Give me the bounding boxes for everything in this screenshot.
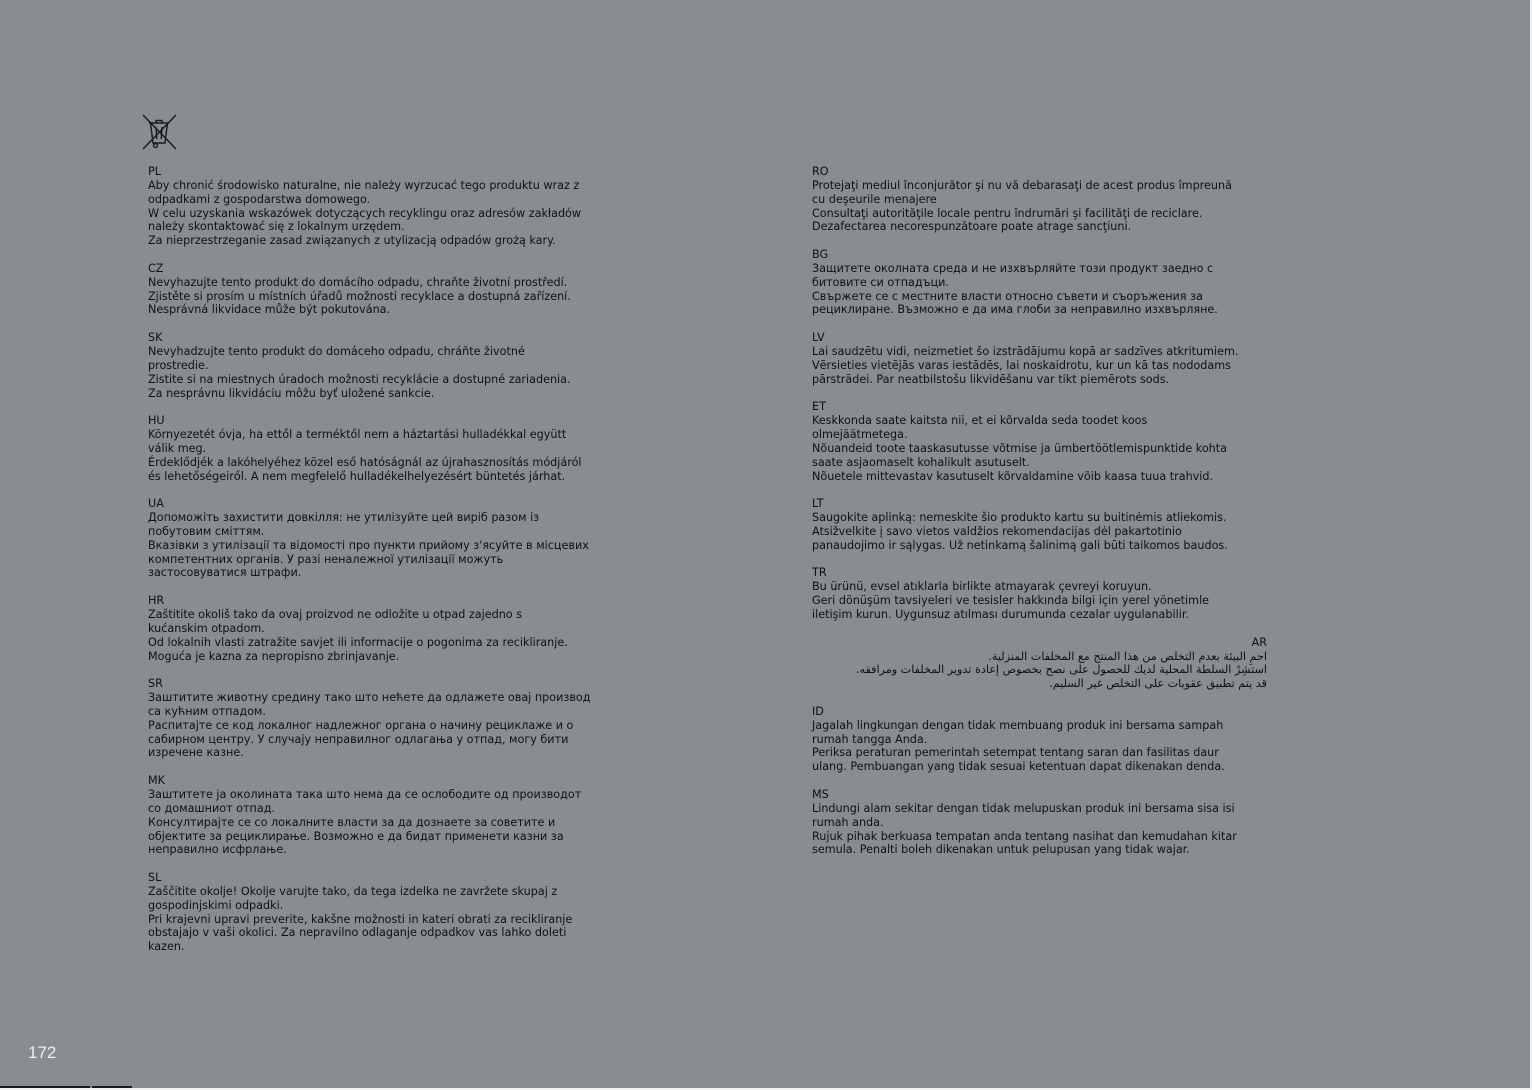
disposal-text-line: Za nesprávnu likvidáciu môžu byť uložené sankcie.: [148, 386, 435, 400]
language-section-ro: [812, 165, 1267, 234]
disposal-text-line: Consultaţi autorităţile locale pentru îndrumări şi facilităţi de reciclare.: [812, 206, 1203, 220]
language-section-et: [812, 400, 1267, 483]
disposal-text-line: Érdeklődjék a lakóhelyéhez közel eső hatóságnál az újrahasznosítás módjáról: [148, 455, 582, 469]
disposal-text-line: изречене казне.: [148, 746, 244, 760]
language-section-bg: [812, 248, 1267, 317]
left-column: [148, 165, 618, 968]
disposal-text-line: Zaštitite okoliš tako da ovaj proizvod ne odložite u otpad zajedno s: [148, 608, 523, 621]
disposal-text-line: olmejäätmetega.: [812, 428, 908, 442]
language-section-lv: [812, 331, 1267, 386]
disposal-text-line: W celu uzyskania wskazówek dotyczących recyklingu oraz adresów zakładów: [148, 206, 582, 220]
disposal-text-line: битовите си отпадъци.: [812, 275, 949, 289]
language-code: LV: [812, 331, 825, 345]
disposal-text-line: Nõuetele mittevastav kasutuselt kõrvaldamine võib kaasa tuua trahvid.: [812, 469, 1214, 483]
disposal-text-line: Bu ürünü, evsel atıklarla birlikte atmayarak çevreyi koruyun.: [812, 580, 1152, 594]
disposal-text-line: és lehetőségeiről. A nem megfelelő hulladékelhelyezésért büntetés járhat.: [148, 469, 566, 483]
disposal-text-line: Консултирајте се со локалните власти за да дознаете за советите и: [148, 815, 556, 829]
disposal-text-line: Saugokite aplinką: nemeskite šio produkto kartu su buitinėmis atliekomis.: [812, 511, 1227, 525]
disposal-text-line: saate asjaomaselt kohalikult asutuselt.: [812, 455, 1030, 469]
disposal-text-line: semula. Penalti boleh dikenakan untuk pelupusan yang tidak wajar.: [812, 843, 1190, 857]
disposal-text-line: неправилно исфрлање.: [148, 843, 287, 857]
disposal-text-line: Допоможіть захистити довкілля: не утилізуйте цей виріб разом із: [148, 511, 540, 525]
disposal-text-line: Вказівки з утилізації та відомості про пункти прийому з'ясуйте в місцевих: [148, 538, 589, 552]
language-code: AR: [1251, 635, 1267, 649]
disposal-text-line: Lindungi alam sekitar dengan tidak melupuskan produk ini bersama sisa isi: [812, 801, 1235, 815]
disposal-text-line: Geri dönüşüm tavsiyeleri ve tesisler hakkında bilgi için yerel yönetimle: [812, 594, 1210, 608]
disposal-text-line: Распитајте се код локалног надлежног органа о начину рециклаже и о: [148, 718, 574, 732]
disposal-text-line: Protejaţi mediul înconjurător şi nu vă debarasaţi de acest produs împreună: [812, 178, 1232, 192]
disposal-text-line: Nevyhadzujte tento produkt do domáceho odpadu, chráňte životné: [148, 344, 525, 358]
language-section-hu: [148, 414, 618, 483]
language-code: MS: [812, 787, 829, 801]
disposal-text-line: Od lokalnih vlasti zatražite savjet ili informacije o pogonima za recikliranje.: [148, 635, 568, 649]
disposal-text-line: Lai saudzētu vidi, neizmetiet šo izstrādājumu kopā ar sadzīves atkritumiem.: [812, 344, 1239, 358]
crossed-out-wheelie-bin-icon: [140, 112, 180, 152]
language-section-lt: [812, 497, 1267, 552]
language-code: CZ: [148, 261, 164, 275]
disposal-text-line: Periksa peraturan pemerintah setempat tentang saran dan fasilitas daur: [812, 746, 1219, 760]
disposal-text-line: објектите за рециклирање. Возможно е да бидат применети казни за: [148, 829, 564, 843]
disposal-text-line: са кућним отпадом.: [148, 704, 266, 718]
disposal-text-line: Zaščitite okolje! Okolje varujte tako, da tega izdelka ne zavržete skupaj z: [148, 884, 558, 898]
disposal-text-line: Свържете се с местните власти относно съвети и съоръжения за: [812, 289, 1203, 303]
language-section-ms: [812, 788, 1267, 857]
disposal-text-line: Moguća je kazna za nepropisno zbrinjavanje.: [148, 649, 400, 663]
language-code: TR: [812, 566, 827, 580]
language-section-hr: [148, 594, 618, 663]
disposal-text-line: قد يتم تطبيق عقوبات على التخلص غير السليم.: [1049, 677, 1267, 691]
disposal-text-line: со домашниот отпад.: [148, 801, 275, 815]
disposal-text-line: застосовуватися штрафи.: [148, 566, 302, 580]
language-section-mk: [148, 774, 618, 857]
language-section-sr: [148, 677, 618, 760]
language-code: MK: [148, 774, 165, 788]
disposal-text-line: gospodinjskimi odpadki.: [148, 898, 284, 912]
disposal-text-line: Za nieprzestrzeganie zasad związanych z utylizacją odpadów grożą kary.: [148, 234, 556, 248]
language-section-cz: [148, 262, 618, 317]
disposal-text-line: компетентних органів. У разі неналежної утилізації можуть: [148, 552, 504, 566]
disposal-text-line: prostredie.: [148, 358, 209, 372]
language-code: BG: [812, 248, 829, 262]
language-section-ar: [812, 636, 1267, 691]
language-section-pl: [148, 165, 618, 248]
page-number: 172: [28, 1043, 57, 1062]
disposal-text-line: odpadkami z gospodarstwa domowego.: [148, 192, 371, 206]
disposal-text-line: Keskkonda saate kaitsta nii, et ei kõrvalda seda toodet koos: [812, 414, 1148, 428]
language-section-id: [812, 705, 1267, 774]
language-code: LT: [812, 497, 824, 511]
language-code: UA: [148, 497, 164, 511]
disposal-text-line: Zistite si na miestnych úradoch možnosti recyklácie a dostupné zariadenia.: [148, 372, 571, 386]
disposal-text-line: Nõuandeid toote taaskasutusse võtmise ja ümbertöötlemispunktide kohta: [812, 441, 1228, 455]
disposal-text-line: Jagalah lingkungan dengan tidak membuang produk ini bersama sampah: [812, 718, 1224, 732]
disposal-text-line: obstajajo v vaši okolici. Za nepravilno odlaganje odpadkov vas lahko doleti: [148, 926, 567, 940]
disposal-text-line: ulang. Pembuangan yang tidak sesuai ketentuan dapat dikenakan denda.: [812, 760, 1225, 774]
language-code: HR: [148, 594, 165, 608]
disposal-text-line: Заштитете ја околината така што нема да се ослободите од производот: [148, 787, 582, 801]
disposal-text-line: Защитете околната среда и не изхвърляйте този продукт заедно с: [812, 261, 1214, 275]
disposal-text-line: pārstrādei. Par neatbilstošu likvidēšanu var tikt piemērots sods.: [812, 372, 1170, 386]
language-section-sk: [148, 331, 618, 400]
disposal-text-line: panaudojimo ir sąlygas. Už netinkamą šalinimą gali būti taikomos baudos.: [812, 538, 1228, 552]
disposal-text-line: сабирном центру. У случају неправилног одлагања у отпад, могу бити: [148, 732, 569, 746]
disposal-text-line: Nesprávná likvidace může být pokutována.: [148, 303, 391, 317]
disposal-text-line: побутовим сміттям.: [148, 524, 265, 538]
disposal-text-line: Környezetét óvja, ha ettől a terméktől nem a háztartási hulladékkal együtt: [148, 428, 567, 442]
language-section-ua: [148, 497, 618, 580]
disposal-text-line: Rujuk pihak berkuasa tempatan anda tentang nasihat dan kemudahan kitar: [812, 829, 1237, 843]
disposal-text-line: kućanskim otpadom.: [148, 621, 265, 635]
disposal-text-line: احمِ البيئة بعدم التخلص من هذا المنتج مع المخلفات المنزلية.: [988, 649, 1267, 663]
disposal-text-line: kazen.: [148, 940, 185, 954]
disposal-text-line: iletişim kurun. Uygunsuz atılması durumunda cezalar uygulanabilir.: [812, 608, 1189, 621]
disposal-text-line: rumah tangga Anda.: [812, 732, 928, 746]
language-code: SR: [148, 677, 163, 691]
disposal-text-line: Nevyhazujte tento produkt do domácího odpadu, chraňte životní prostředí.: [148, 275, 568, 289]
disposal-text-line: Dezafectarea necorespunzătoare poate atrage sancţiuni.: [812, 220, 1132, 234]
disposal-text-line: Pri krajevni upravi preverite, kakšne možnosti in kateri obrati za recikliranje: [148, 912, 573, 926]
disposal-text-line: cu deşeurile menajere: [812, 192, 937, 206]
language-code: ET: [812, 400, 826, 414]
language-code: HU: [148, 414, 165, 428]
language-code: PL: [148, 165, 161, 178]
bottom-edge-mark: [92, 1086, 132, 1088]
disposal-text-line: Заштитите животну средину тако што нећете да одлажете овај производ: [148, 691, 591, 705]
disposal-text-line: rumah anda.: [812, 815, 884, 829]
language-code: ID: [812, 704, 824, 718]
disposal-text-line: Zjistěte si prosím u místních úřadů možnosti recyklace a dostupná zařízení.: [148, 289, 571, 303]
disposal-text-line: Vērsieties vietējās varas iestādēs, lai noskaidrotu, kur un kā tas nododams: [812, 358, 1231, 372]
disposal-text-line: استشِرْ السلطة المحلية لديك للحصول على نصح بخصوص إعادة تدوير المخلفات ومرافقه.: [855, 663, 1267, 677]
language-code: SK: [148, 331, 163, 345]
language-section-sl: [148, 871, 618, 954]
disposal-text-line: válik meg.: [148, 441, 207, 455]
disposal-text-line: Aby chronić środowisko naturalne, nie należy wyrzucać tego produktu wraz z: [148, 178, 580, 192]
disposal-text-line: рециклиране. Възможно е да има глоби за неправилно изхвърляне.: [812, 303, 1218, 317]
language-code: SL: [148, 871, 162, 885]
language-section-tr: [812, 566, 1267, 621]
language-code: RO: [812, 165, 829, 178]
bottom-edge-mark: [0, 1086, 90, 1088]
disposal-text-line: należy skontaktować się z lokalnym urzędem.: [148, 220, 405, 234]
disposal-text-line: Atsižvelkite į savo vietos valdžios rekomendacijas dėl pakartotinio: [812, 524, 1182, 538]
right-column: [812, 165, 1267, 871]
